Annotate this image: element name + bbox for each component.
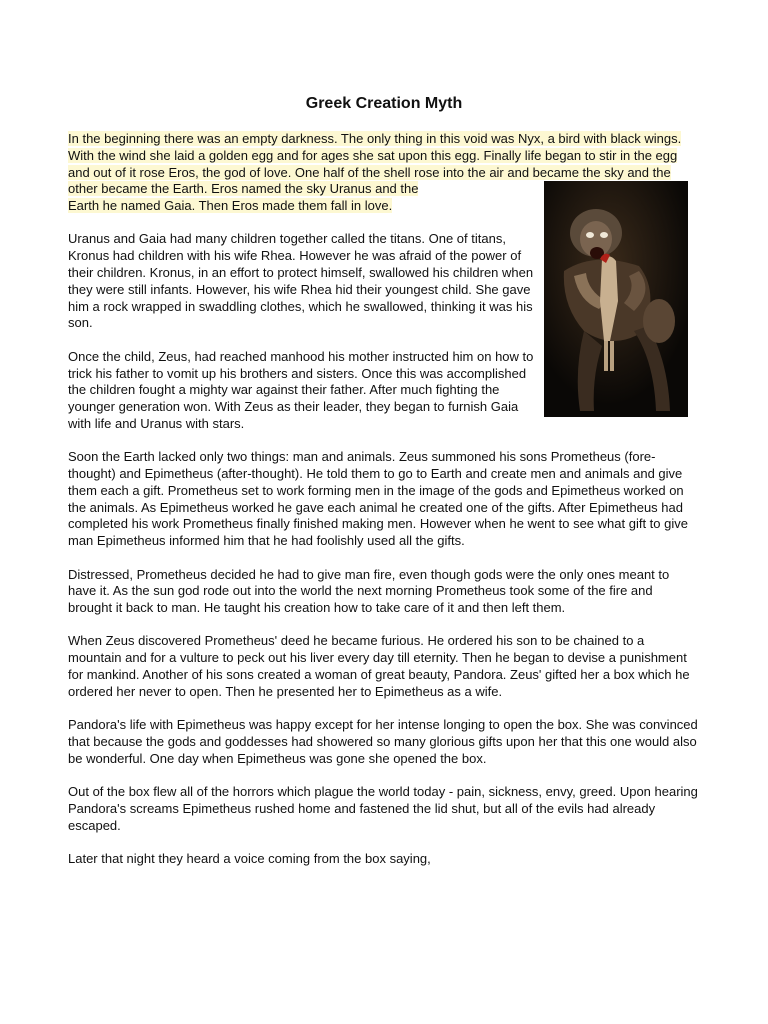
highlighted-text: In the beginning there was an empty darkness. The only thing in this void was Nyx, a bird with black wings. With the wind she laid a golden egg and for ages she sat upon this egg. Finally life began to stir in the egg and out of it rose Eros, the god of love. One half of the shell rose into the air and became the sky and the other became the Earth. Eros named the sky Uranus and the [68,131,682,197]
painting-image [544,181,688,417]
paragraph-9: Later that night they heard a voice coming from the box saying, [68,850,431,866]
paragraph-4: Soon the Earth lacked only two things: man and animals. Zeus summoned his sons Prometheus (fore-thought) and Epimetheus (after-thought). He told them to go to Earth and create men and animals and give them each a gift. Prometheus set to work forming men in the image of the gods and Epimetheus worked on the animals. As Epimetheus worked he gave each animal he created one of the gifts. After Epimetheus had completed his work Prometheus finally finished making men. However when he went to see what gift to give man Epimetheus informed him that he had foolishly used all the gifts. [68,449,688,549]
paragraph-6: When Zeus discovered Prometheus' deed he became furious. He ordered his son to be chained to a mountain and for a vulture to peck out his liver every day till eternity. Then he began to devise a punishment for mankind. Another of his sons created a woman of great beauty, Pandora. Zeus' gifted her a box which he ordered her never to open. Then he presented her to Epimetheus as a wife. [68,633,690,699]
document-body [68,131,700,884]
paragraph-5: Distressed, Prometheus decided he had to give man fire, even though gods were the only ones meant to have it. As the sun god rode out into the world the next morning Prometheus took some of the fire and brought it back to man. He taught his creation how to take care of it and then left them. [68,566,670,616]
paragraph-3: Once the child, Zeus, had reached manhood his mother instructed him on how to trick his father to vomit up his brothers and sisters. Once this was accomplished the children fought a mighty war against their father. After much fighting the younger generation won. With Zeus as their leader, they began to furnish Gaia with life and Uranus with stars. [68,348,534,431]
highlighted-text-continued: Earth he named Gaia. Then Eros made them fall in love. [68,198,393,214]
painting-illustration [544,181,688,417]
paragraph-7: Pandora's life with Epimetheus was happy except for her intense longing to open the box. She was convinced that because the gods and goddesses had showered so many glorious gifts upon her that this one would also be wonderful. One day when Epimetheus was gone she opened the box. [68,717,698,766]
document-title: Greek Creation Myth [305,95,463,112]
paragraph-2: Uranus and Gaia had many children together called the titans. One of titans, Kronus had children with his wife Rhea. However he was afraid of the power of their children. Kronus, in an effort to protect himself, swallowed his children when they were still infants. However, his wife Rhea hid their youngest child. She gave him a rock wrapped in swaddling clothes, which he swallowed, thinking it was his son. [68,231,534,331]
paragraph-8: Out of the box flew all of the horrors which plague the world today - pain, sickness, envy, greed. Upon hearing Pandora's screams Epimetheus rushed home and fastened the lid shut, but all of the evils had already escaped. [68,784,698,833]
paragraph-1 [68,131,700,215]
